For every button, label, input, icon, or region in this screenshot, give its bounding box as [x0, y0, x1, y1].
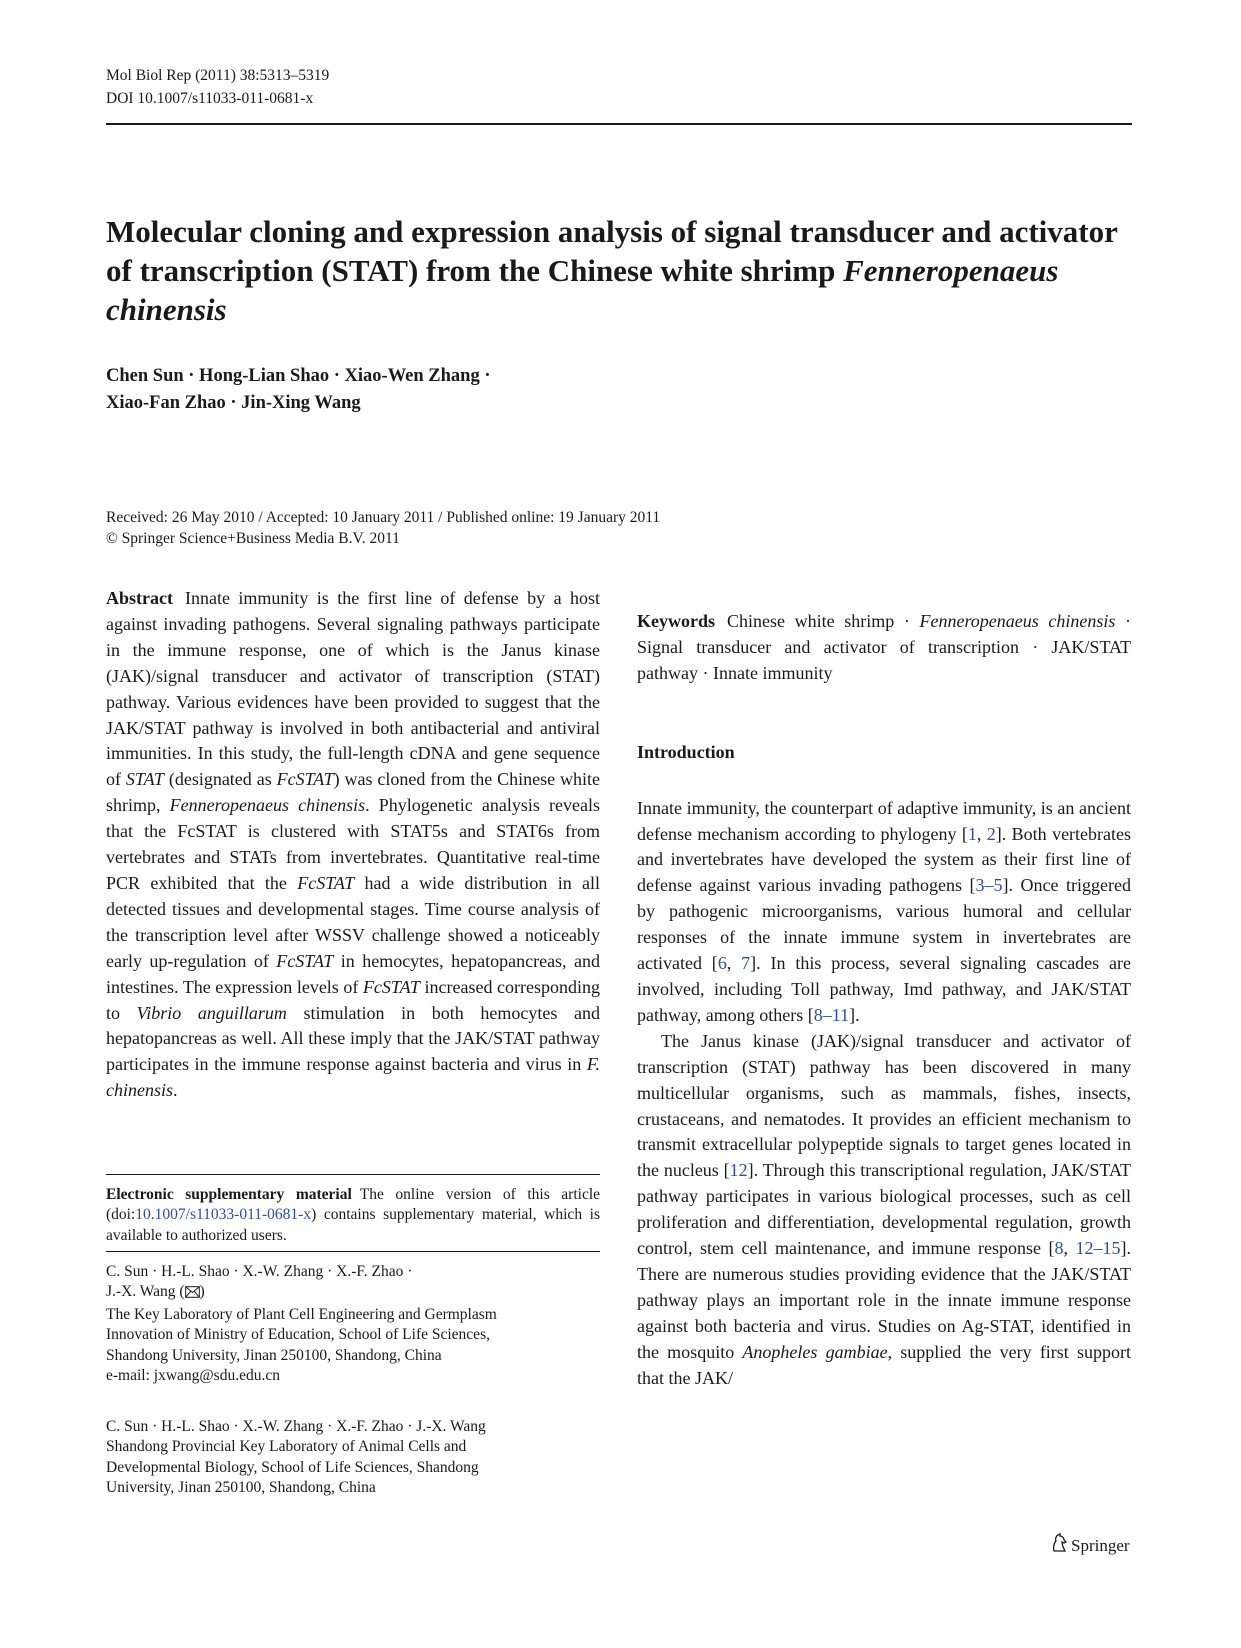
- citation-link[interactable]: 7: [741, 953, 751, 974]
- footnote-rule: [106, 1174, 600, 1175]
- citation-link[interactable]: 8: [1054, 1238, 1064, 1259]
- citation-link[interactable]: 8–11: [813, 1004, 850, 1025]
- right-column: [637, 586, 1131, 1391]
- author-email[interactable]: e-mail: jxwang@sdu.edu.cn: [106, 1367, 280, 1385]
- author-list: Chen Sun · Hong-Lian Shao · Xiao-Wen Zhang · Xiao-Fan Zhao · Jin-Xing Wang: [106, 366, 491, 413]
- keywords: Keywords Chinese white shrimp · Fenneropenaeus chinensis · Signal transducer and activator of transcription · JAK/STAT pathway · Innate immunity: [637, 611, 1131, 683]
- citation-link[interactable]: 12–15: [1075, 1238, 1121, 1259]
- affiliation-2: C. Sun · H.-L. Shao · X.-W. Zhang · X.-F. Zhao · J.-X. Wang Shandong Provincial Key Laboratory of Animal Cells and Developmental Biology, School of Life Sciences, Shandong University, Jinan 250100, Shandong, China: [106, 1418, 486, 1497]
- article-title: Molecular cloning and expression analysis of signal transducer and activator of transcription (STAT) from the Chinese white shrimp Fenneropenaeus chinensis: [106, 214, 1118, 327]
- citation-link[interactable]: 1: [967, 823, 977, 844]
- intro-paragraph-1: Innate immunity, the counterpart of adaptive immunity, is an ancient defense mechanism according to phylogeny [1, 2]. Both vertebrates and invertebrates have developed the system as their first line of defense against various invading pathogens [3–5]. Once triggered by pathogenic microorganisms, various humoral and cellular responses of the innate immune system in invertebrates are activated [6, 7]. In this process, several signaling cascades are involved, including Toll pathway, Imd pathway, and JAK/STAT pathway, among others [8–11].: [637, 797, 1132, 1025]
- springer-logo: [1050, 1533, 1130, 1558]
- copyright-line: © Springer Science+Business Media B.V. 2011: [106, 530, 400, 547]
- header-rule: [106, 123, 1132, 125]
- springer-horse-icon: [1050, 1533, 1071, 1558]
- journal-citation: Mol Biol Rep (2011) 38:5313–5319: [106, 67, 330, 84]
- affiliation-1: C. Sun · H.-L. Shao · X.-W. Zhang · X.-F. Zhao · J.-X. Wang ( ) The Key Laboratory of Plant Cell Engineering and Germplasm Innovation of Ministry of Education, School of Life Sciences, Shandong University, Jinan 250100, Shandong, China e-mail: jxwang@sdu.edu.cn: [106, 1262, 600, 1386]
- citation-link[interactable]: 2: [986, 823, 996, 844]
- doi-link[interactable]: 10.1007/s11033-011-0681-x: [135, 1206, 312, 1224]
- keywords-label: Keywords: [637, 611, 715, 631]
- section-heading-introduction: Introduction: [637, 741, 735, 762]
- supplementary-note: Electronic supplementary material The online version of this article (doi:10.1007/s11033-011-0681-x) contains supplementary material, which is available to authorized users.: [106, 1186, 601, 1244]
- citation-link[interactable]: 6: [717, 953, 727, 974]
- intro-paragraph-2: The Janus kinase (JAK)/signal transducer and activator of transcription (STAT) pathway has been discovered in many multicellular organisms, such as mammals, fishes, insects, crustaceans, and nematodes. It provides an efficient mechanism to transmit extracellular polypeptide signals to target genes located in the nucleus [12]. Through this transcriptional regulation, JAK/STAT pathway participates in various biological processes, such as cell proliferation and differentiation, developmental regulation, growth control, stem cell maintenance, and immune response [8, 12–15]. There are numerous studies providing evidence that the JAK/STAT pathway plays an important role in the innate immune response against both bacteria and virus. Studies on Ag-STAT, identified in the mosquito Anopheles gambiae, supplied the very first support that the JAK/: [637, 1030, 1132, 1388]
- footnote-rule: [106, 1251, 600, 1252]
- abstract-column: Abstract Innate immunity is the first line of defense by a host against invading pathogens. Several signaling pathways participate in the immune response, one of which is the Janus kinase (JAK)/signal transducer and activator of transcription (STAT) pathway. Various evidences have been provided to suggest that the JAK/STAT pathway is involved in both antibacterial and antiviral immunities. In this study, the full-length cDNA and gene sequence of STAT (designated as FcSTAT) was cloned from the Chinese white shrimp, Fenneropenaeus chinensis. Phylogenetic analysis reveals that the FcSTAT is clustered with STAT5s and STAT6s from vertebrates and STATs from invertebrates. Quantitative real-time PCR exhibited that the FcSTAT had a wide distribution in all detected tissues and developmental stages. Time course analysis of the transcription level after WSSV challenge showed a noticeably early up-regulation of FcSTAT in hemocytes, hepatopancreas, and intestines. The expression levels of FcSTAT increased corresponding to Vibrio anguillarum stimulation in both hemocytes and hepatopancreas as well. All these imply that the JAK/STAT pathway participates in the immune response against bacteria and virus in F. chinensis.: [106, 588, 601, 1101]
- doi-line: DOI 10.1007/s11033-011-0681-x: [106, 90, 314, 107]
- publication-dates: [106, 507, 660, 549]
- citation-link[interactable]: 3–5: [975, 875, 1003, 896]
- springer-wordmark: Springer: [1071, 1535, 1130, 1555]
- journal-header: [106, 64, 329, 110]
- title-species: Fenneropenaeus chinensis: [106, 253, 1059, 327]
- history-dates: Received: 26 May 2010 / Accepted: 10 January 2011 / Published online: 19 January 2011: [106, 509, 661, 526]
- abstract-label: Abstract: [106, 588, 173, 608]
- envelope-icon: [185, 1284, 200, 1304]
- citation-link[interactable]: 12: [729, 1160, 748, 1181]
